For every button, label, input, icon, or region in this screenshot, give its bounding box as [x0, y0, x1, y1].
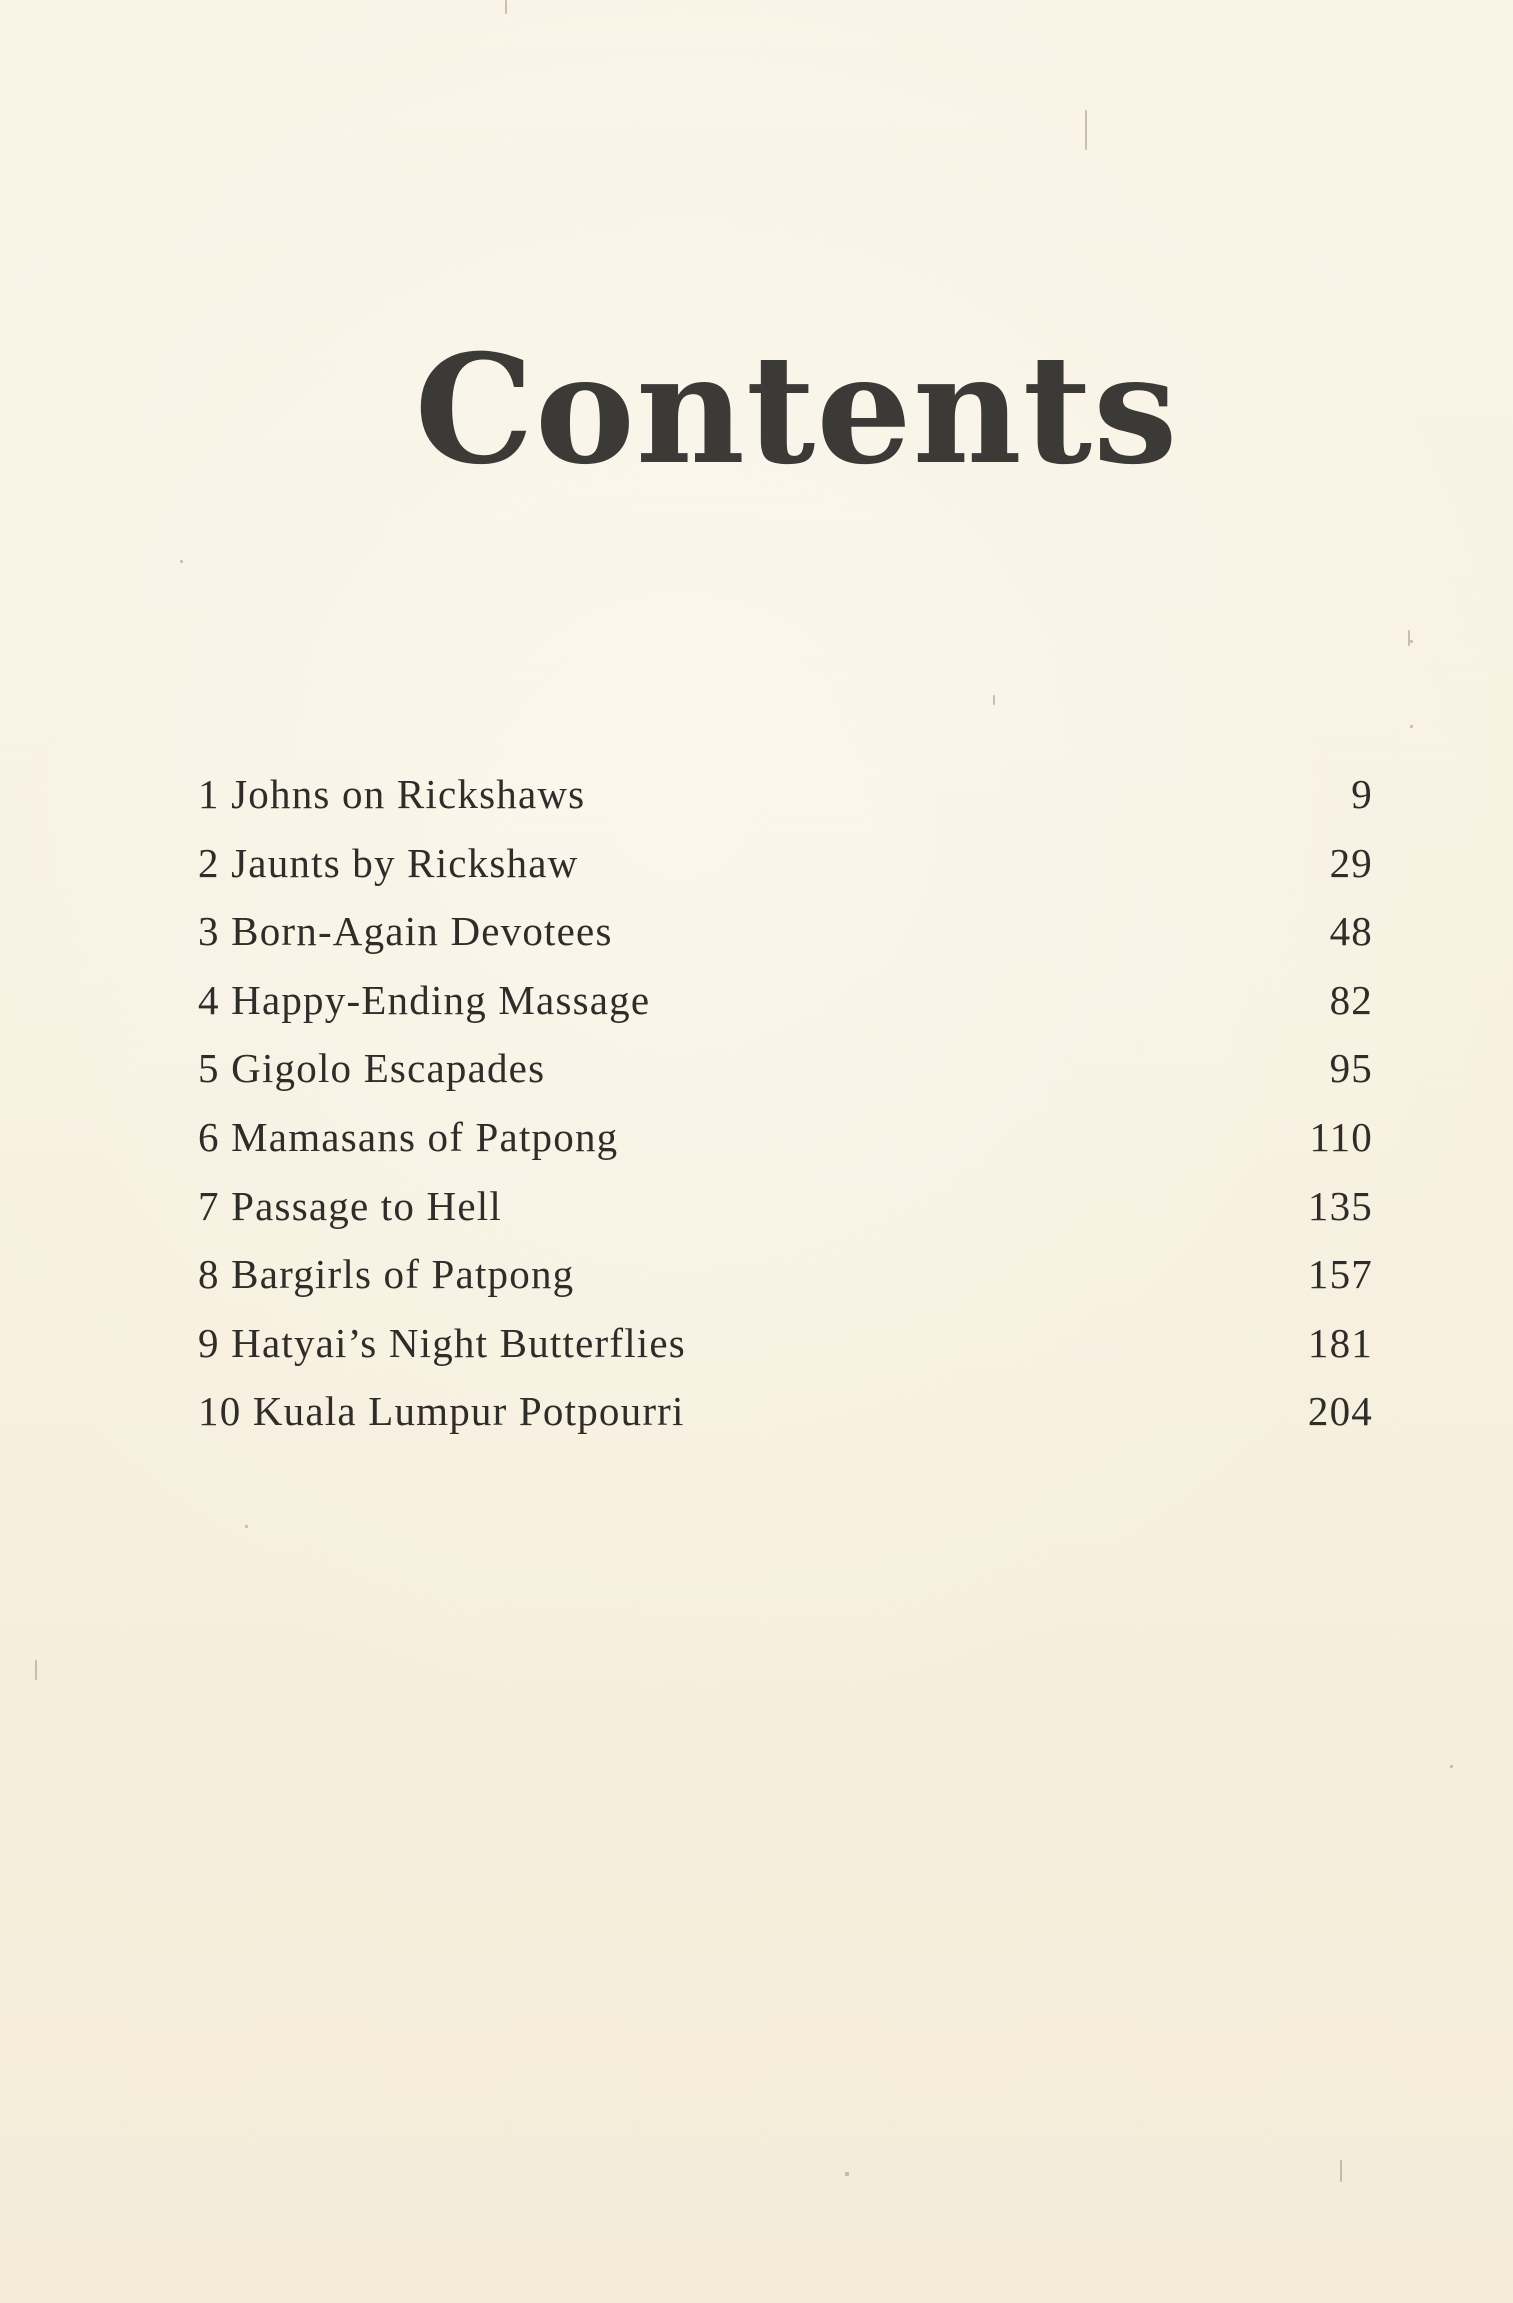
- toc-entry: [198, 1250, 1373, 1319]
- toc-entry: [198, 1387, 1373, 1456]
- page-number: 181: [1307, 1319, 1373, 1366]
- paper-speck: [35, 1660, 37, 1680]
- toc-entry: [198, 1182, 1373, 1251]
- page-number: 82: [1329, 976, 1373, 1023]
- table-of-contents: [198, 770, 1373, 1456]
- chapter-title: 2 Jaunts by Rickshaw: [198, 839, 579, 886]
- page-number: 29: [1329, 839, 1373, 886]
- chapter-title: 7 Passage to Hell: [198, 1182, 502, 1229]
- paper-speck: [1450, 1765, 1453, 1768]
- chapter-title: 9 Hatyai’s Night Butterflies: [198, 1319, 686, 1366]
- paper-speck: [993, 695, 995, 705]
- paper-speck: [245, 1525, 248, 1528]
- chapter-title: 6 Mamasans of Patpong: [198, 1113, 619, 1160]
- chapter-title: 4 Happy-Ending Massage: [198, 976, 651, 1023]
- toc-entry: [198, 1113, 1373, 1182]
- toc-entry: [198, 907, 1373, 976]
- chapter-title: 5 Gigolo Escapades: [198, 1045, 546, 1092]
- page-title: Contents: [414, 322, 1179, 498]
- paper-speck: [180, 560, 183, 563]
- toc-entry: [198, 770, 1373, 839]
- paper-speck: [1410, 640, 1413, 643]
- toc-entry: [198, 976, 1373, 1045]
- page-number: 204: [1307, 1388, 1373, 1435]
- page-number: 157: [1307, 1251, 1373, 1298]
- page-number: 110: [1309, 1113, 1373, 1160]
- chapter-title: 1 Johns on Rickshaws: [198, 771, 586, 817]
- page-number: 9: [1351, 771, 1373, 817]
- chapter-title: 3 Born-Again Devotees: [198, 908, 613, 955]
- toc-entry: [198, 1319, 1373, 1388]
- toc-entry: [198, 1044, 1373, 1113]
- page-number: 95: [1329, 1045, 1373, 1092]
- chapter-title: 8 Bargirls of Patpong: [198, 1251, 575, 1298]
- page-number: 48: [1329, 908, 1373, 955]
- paper-speck: [845, 2172, 849, 2176]
- paper-speck: [1410, 725, 1413, 728]
- paper-speck: [1340, 2160, 1342, 2182]
- page-number: 135: [1307, 1182, 1373, 1229]
- chapter-title: 10 Kuala Lumpur Potpourri: [198, 1388, 685, 1435]
- toc-entry: [198, 839, 1373, 908]
- paper-speck: [1408, 630, 1410, 646]
- paper-speck: [505, 0, 507, 14]
- paper-speck: [1085, 110, 1087, 150]
